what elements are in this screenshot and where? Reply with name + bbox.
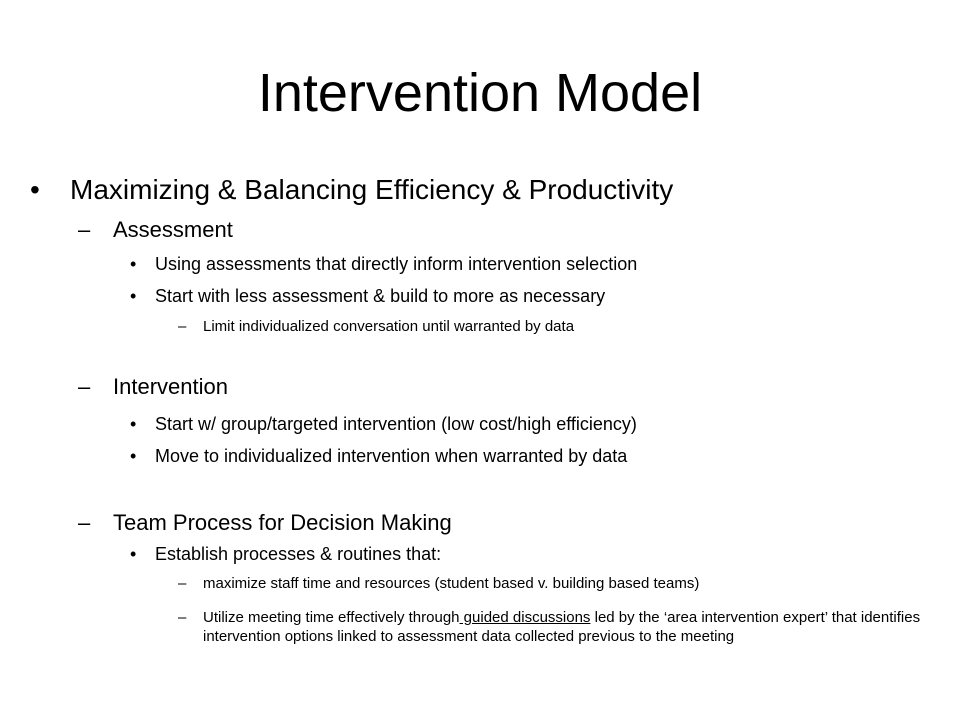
bullet-marker: • <box>130 254 137 274</box>
intervention-heading: Intervention <box>113 374 228 399</box>
assessment-item-1: Using assessments that directly inform intervention selection <box>155 254 638 274</box>
main-bullet-text: Maximizing & Balancing Efficiency & Productivity <box>70 174 674 205</box>
bullet-marker: • <box>130 286 137 306</box>
slide-title: Intervention Model <box>257 63 703 123</box>
dash-marker: – <box>78 374 91 399</box>
bullet-marker: • <box>30 174 40 205</box>
guided-discussions-text: guided discussions <box>459 609 591 626</box>
assessment-item-2: Start with less assessment & build to more as necessary <box>155 286 606 306</box>
dash-marker: – <box>78 510 91 535</box>
intervention-item-2: Move to individualized intervention when warranted by data <box>155 446 628 466</box>
dash-marker: – <box>178 318 187 335</box>
team-sub-item-1: maximize staff time and resources (student based v. building based teams) <box>203 575 700 592</box>
assessment-heading: Assessment <box>113 217 233 242</box>
team-item: Establish processes & routines that: <box>155 544 442 564</box>
team-sub-item-2 <box>203 608 923 646</box>
dash-marker: – <box>78 217 91 242</box>
team-sub-item-2-post: led by the ‘area intervention expert’ that identifies intervention options linked to assessment data collected previous to the meeting <box>203 609 921 645</box>
bullet-marker: • <box>130 414 137 434</box>
assessment-sub-item: Limit individualized conversation until warranted by data <box>203 318 575 335</box>
dash-marker: – <box>178 575 187 592</box>
team-heading: Team Process for Decision Making <box>113 510 452 535</box>
team-sub-item-2-pre: Utilize meeting time effectively through <box>203 609 460 626</box>
dash-marker: – <box>178 609 187 626</box>
intervention-item-1: Start w/ group/targeted intervention (low cost/high efficiency) <box>155 414 637 434</box>
bullet-marker: • <box>130 544 137 564</box>
bullet-marker: • <box>130 446 137 466</box>
